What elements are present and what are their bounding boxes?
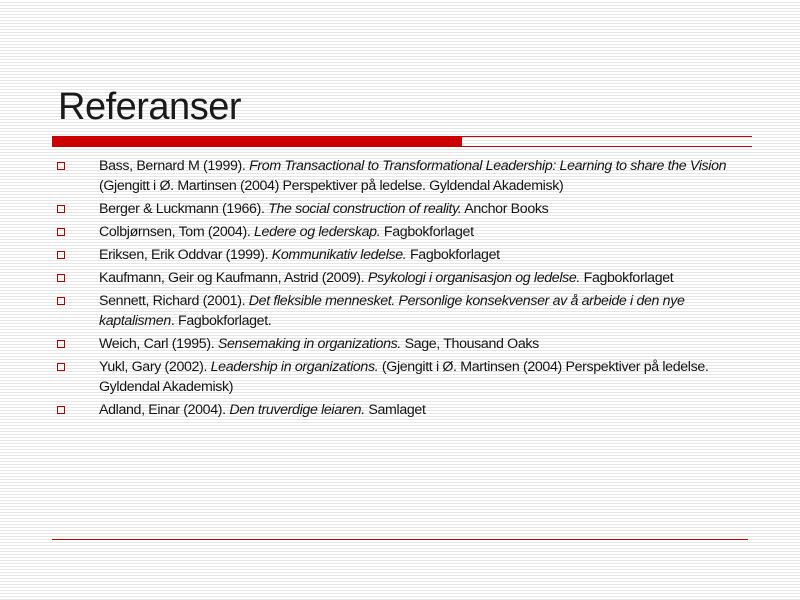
reference-item <box>56 157 746 196</box>
reference-author: Yukl, Gary (2002). <box>99 359 211 376</box>
reference-author: Weich, Carl (1995). <box>99 336 218 353</box>
hollow-square-bullet-icon <box>57 228 65 236</box>
reference-source: Fagbokforlaget <box>380 223 474 240</box>
slide-title: Referanser <box>58 86 241 128</box>
hollow-square-bullet-icon <box>57 363 65 371</box>
reference-title: The social construction of reality. <box>268 200 462 217</box>
hollow-square-bullet-icon <box>57 205 65 213</box>
reference-title: Den truverdige leiaren. <box>229 402 365 418</box>
reference-source: Sage, Thousand Oaks <box>400 336 539 353</box>
hollow-square-bullet-icon <box>57 274 65 282</box>
reference-list <box>56 157 746 424</box>
reference-source: (Gjengitt i Ø. Martinsen (2004) Perspektiver på ledelse. Gyldendal Akademisk) <box>99 359 709 395</box>
reference-item <box>56 292 746 331</box>
reference-source: Samlaget <box>364 402 426 418</box>
hollow-square-bullet-icon <box>57 340 65 348</box>
reference-source: . Fagbokforlaget. <box>170 312 272 329</box>
title-underline-thick <box>52 136 462 146</box>
reference-item <box>56 358 746 397</box>
reference-source: Fagbokforlaget <box>406 247 500 264</box>
reference-title: Leadership in organizations. <box>210 359 379 376</box>
hollow-square-bullet-icon <box>57 297 65 305</box>
hollow-square-bullet-icon <box>57 251 65 259</box>
reference-author: Berger & Luckmann (1966). <box>99 200 269 217</box>
footer-divider <box>52 539 748 540</box>
reference-source: (Gjengitt i Ø. Martinsen (2004) Perspektiver på ledelse. Gyldendal Akademisk) <box>99 177 564 194</box>
reference-author: Bass, Bernard M (1999). <box>99 158 250 174</box>
reference-title: Sensemaking in organizations. <box>217 336 401 353</box>
reference-item <box>56 269 746 289</box>
title-underline-thin-bottom <box>52 146 752 147</box>
reference-author: Colbjørnsen, Tom (2004). <box>99 223 255 240</box>
reference-title: Ledere og lederskap. <box>254 223 381 240</box>
reference-item <box>56 401 746 421</box>
reference-source: Anchor Books <box>461 200 549 217</box>
reference-title: Kommunikativ ledelse. <box>271 247 407 264</box>
reference-title: Det fleksible mennesket. Personlige konsekvenser av å arbeide i den nye kaptalismen <box>99 293 685 329</box>
reference-author: Kaufmann, Geir og Kaufmann, Astrid (2009). <box>99 270 368 287</box>
hollow-square-bullet-icon <box>57 406 65 414</box>
reference-author: Sennett, Richard (2001). <box>99 293 249 310</box>
reference-author: Eriksen, Erik Oddvar (1999). <box>99 247 272 264</box>
hollow-square-bullet-icon <box>57 162 65 170</box>
reference-item <box>56 200 746 220</box>
reference-item <box>56 223 746 243</box>
reference-title: Psykologi i organisasjon og ledelse. <box>367 270 581 287</box>
reference-item <box>56 335 746 355</box>
reference-source: Fagbokforlaget <box>580 270 674 287</box>
title-underline-thin-top <box>462 136 752 137</box>
reference-author: Adland, Einar (2004). <box>99 402 230 418</box>
reference-item <box>56 246 746 266</box>
reference-title: From Transactional to Transformational Leadership: Learning to share the Vision <box>249 158 727 174</box>
